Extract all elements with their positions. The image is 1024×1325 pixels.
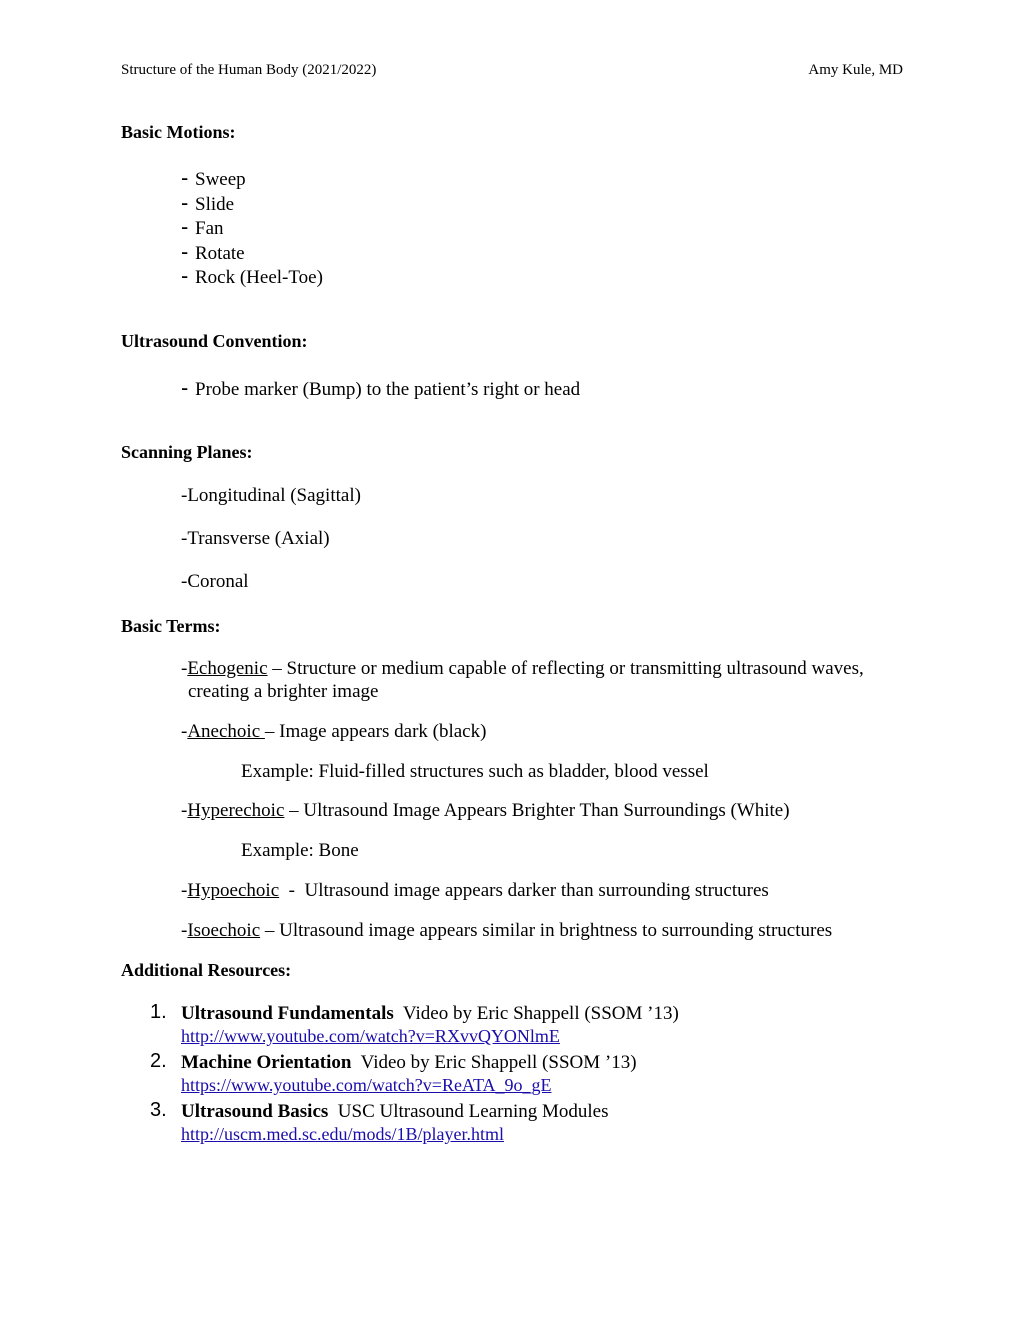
term-label: Anechoic (187, 721, 265, 742)
list-item: - Rock (Heel-Toe) (181, 263, 323, 288)
example-hyperechoic: Example: Bone (241, 840, 359, 861)
heading-additional-resources: Additional Resources: (121, 960, 292, 980)
resource-item: Ultrasound Fundamentals Video by Eric Shappell (SSOM ’13) (181, 1003, 679, 1024)
term-echogenic-continued: creating a brighter image (188, 681, 379, 702)
term-label: Isoechoic (187, 920, 261, 941)
list-number: 3. (150, 1099, 167, 1121)
example-anechoic: Example: Fluid-filled structures such as bladder, blood vessel (241, 761, 709, 782)
term-label: Echogenic (187, 658, 268, 679)
list-item: -Coronal (181, 571, 249, 592)
term-echogenic: -Echogenic – Structure or medium capable of reflecting or transmitting ultrasound waves, (181, 658, 864, 679)
header-left: Structure of the Human Body (2021/2022) (121, 62, 377, 78)
resource-item: Ultrasound Basics USC Ultrasound Learning Modules (181, 1101, 609, 1122)
list-number: 1. (150, 1001, 167, 1023)
resource-item: Machine Orientation Video by Eric Shappell (SSOM ’13) (181, 1052, 637, 1073)
list-number: 2. (150, 1050, 167, 1072)
resource-link[interactable]: http://uscm.med.sc.edu/mods/1B/player.html (181, 1124, 504, 1144)
resource-link[interactable]: http://www.youtube.com/watch?v=RXvvQYONlmE (181, 1026, 560, 1046)
heading-scanning-planes: Scanning Planes: (121, 442, 253, 462)
heading-convention: Ultrasound Convention: (121, 331, 308, 351)
list-item: - Sweep (181, 165, 246, 190)
term-hyperechoic: -Hyperechoic – Ultrasound Image Appears Brighter Than Surroundings (White) (181, 800, 790, 821)
heading-basic-terms: Basic Terms: (121, 616, 221, 636)
term-anechoic: -Anechoic – Image appears dark (black) (181, 721, 487, 742)
resource-link[interactable]: https://www.youtube.com/watch?v=ReATA_9o_gE (181, 1075, 552, 1095)
list-item: -Longitudinal (Sagittal) (181, 485, 361, 506)
list-item: - Rotate (181, 239, 245, 264)
header-right: Amy Kule, MD (808, 62, 903, 78)
list-item: - Slide (181, 190, 235, 215)
list-item: - Probe marker (Bump) to the patient’s right or head (181, 375, 581, 400)
term-hypoechoic: -Hypoechoic - Ultrasound image appears darker than surrounding structures (181, 880, 769, 901)
list-item: - Fan (181, 214, 224, 239)
term-isoechoic: -Isoechoic – Ultrasound image appears similar in brightness to surrounding structures (181, 920, 833, 941)
term-label: Hyperechoic (187, 800, 285, 821)
heading-basic-motions: Basic Motions: (121, 122, 236, 142)
term-label: Hypoechoic (187, 880, 280, 901)
list-item: -Transverse (Axial) (181, 528, 330, 549)
